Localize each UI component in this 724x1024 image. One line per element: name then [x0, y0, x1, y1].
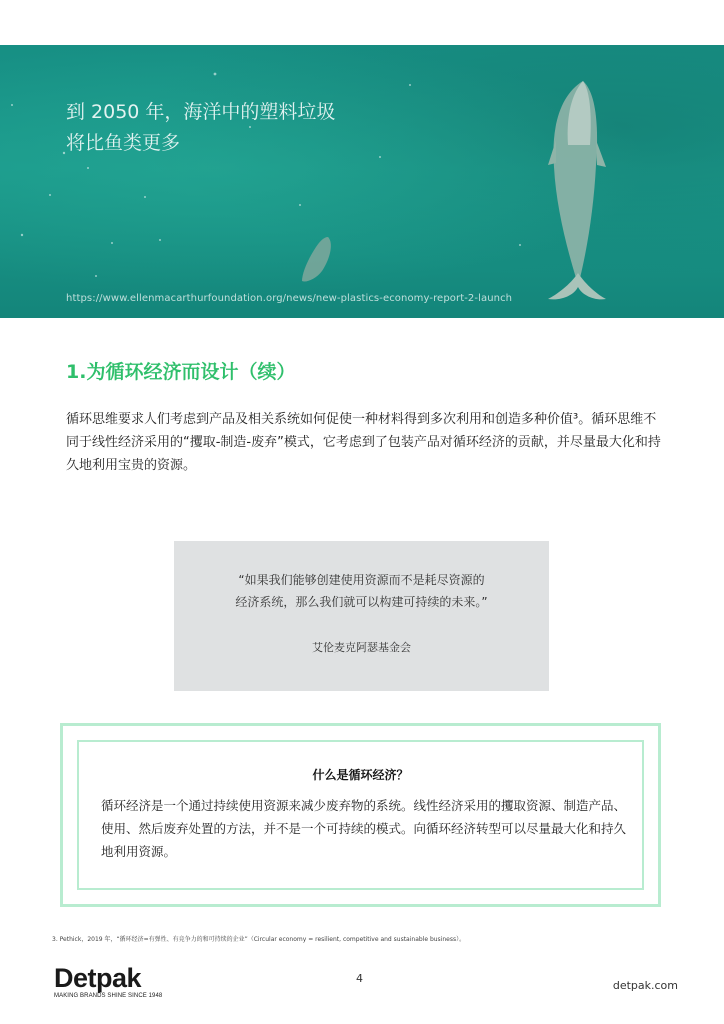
quote-line1: “如果我们能够创建使用资源而不是耗尽资源的	[238, 573, 485, 587]
page-number: 4	[356, 972, 363, 985]
whale-calf-icon	[302, 237, 331, 282]
hero-headline-line2: 将比鱼类更多	[66, 132, 181, 154]
section-title: 1.为循环经济而设计（续）	[66, 361, 296, 383]
hero-headline	[66, 97, 386, 159]
callout-inner-border	[77, 740, 644, 890]
footnote: 3. Pethick，2019 年，“循环经济=有弹性、有竞争力的和可持续的企业”（Circular economy = resilient, competitive and sustainable business）。	[52, 936, 466, 943]
callout-body: 循环经济是一个通过持续使用资源来减少废弃物的系统。线性经济采用的攫取资源、制造产品、使用、然后废弃处置的方法，并不是一个可持续的模式。向循环经济转型可以尽量最大化和持久地利用资源。	[101, 798, 627, 859]
intro-paragraph: 循环思维要求人们考虑到产品及相关系统如何促使一种材料得到多次利用和创造多种价值³。循环思维不同于线性经济采用的“攫取-制造-废弃”模式，它考虑到了包装产品对循环经济的贡献，并尽量最大化和持久地利用宝贵的资源。	[66, 412, 661, 473]
quote-line2: 经济系统，那么我们就可以构建可持续的未来。”	[235, 595, 488, 609]
quote-box	[174, 541, 549, 691]
quote-source: 艾伦麦克阿瑟基金会	[312, 641, 411, 654]
website-link[interactable]: detpak.com	[612, 979, 678, 992]
hero-headline-line1: 到 2050 年，海洋中的塑料垃圾	[66, 101, 336, 123]
quote-text	[174, 569, 549, 613]
whale-illustration	[0, 45, 724, 318]
logo-tagline: MAKING BRANDS SHINE SINCE 1948	[54, 993, 163, 999]
callout-title: 什么是循环经济？	[312, 768, 409, 782]
logo-wordmark: Detpak	[54, 963, 142, 993]
source-url-link[interactable]: https://www.ellenmacarthurfoundation.org/news/new-plastics-economy-report-2-launch	[66, 293, 513, 304]
callout-box	[60, 723, 661, 907]
whale-large-icon	[548, 81, 606, 299]
hero-image	[0, 45, 724, 318]
detpak-logo	[54, 963, 174, 1003]
